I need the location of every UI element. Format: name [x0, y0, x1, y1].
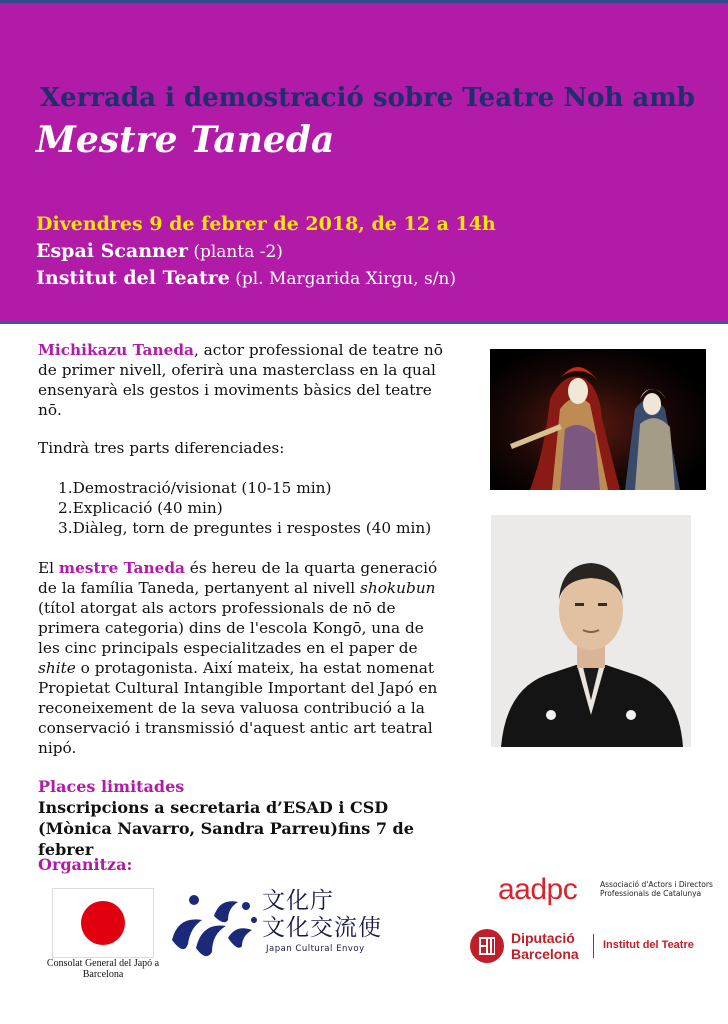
event-date: Divendres 9 de febrer de 2018, de 12 a 14h: [36, 213, 496, 235]
event-venue-room: [36, 240, 283, 262]
bio-name: mestre Taneda: [58, 559, 185, 577]
japan-flag-logo: [52, 888, 154, 958]
envoy-kanji-line-1: 文化庁: [262, 888, 334, 914]
diputacio-line-1: Diputació: [511, 930, 575, 946]
bio-term-shite: shite: [38, 659, 76, 677]
diputacio-label: [511, 930, 579, 962]
performer-name: Michikazu Taneda: [38, 341, 194, 359]
header-divider: [0, 321, 728, 324]
diputacio-line-2: Barcelona: [511, 946, 579, 962]
aadpc-logo: aadpc: [498, 873, 578, 906]
japan-cultural-envoy-logo: [168, 886, 260, 964]
places-limitades: Places limitades: [38, 777, 185, 796]
header-banner: [0, 3, 728, 321]
intro-paragraph: [38, 340, 448, 420]
list-item: 1.Demostració/visionat (10-15 min): [58, 479, 332, 497]
aadpc-description: Associació d'Actors i Directors Professionals de Catalunya: [600, 880, 713, 898]
venue-building-name: Institut del Teatre: [36, 267, 230, 289]
event-subtitle: Xerrada i demostració sobre Teatre Noh amb: [40, 83, 695, 113]
taneda-portrait-photo: [491, 515, 691, 747]
envoy-kanji: [262, 888, 382, 942]
intro-text: , actor professional de teatre nō de primer nivell, oferirà una masterclass en la qual ensenyarà els gestos i moviments bàsics del teatre nō.: [38, 341, 443, 419]
venue-room-name: Espai Scanner: [36, 240, 188, 262]
envoy-kanji-line-2: 文化交流使: [262, 915, 382, 941]
bio-text: El: [38, 559, 59, 577]
inscriptions-info: Inscripcions a secretaria d’ESAD i CSD (Mònica Navarro, Sandra Parreu)fins 7 de febrer: [38, 798, 414, 859]
event-title: Mestre Taneda: [36, 119, 335, 161]
bio-text: és hereu de la quarta generació de la família Taneda, pertanyent al nivell: [38, 559, 438, 597]
institut-del-teatre-label: Institut del Teatre: [603, 939, 694, 951]
bio-text: (títol atorgat als actors professionals de nō de primera categoria) dins de l'escola Kongō, una de les cinc principals especialitzades en el paper de: [38, 599, 424, 657]
envoy-english-label: Japan Cultural Envoy: [266, 944, 365, 954]
consulate-label: Consolat General del Japó a Barcelona: [46, 958, 160, 980]
parts-list: [58, 478, 468, 538]
bio-paragraph: [38, 558, 448, 758]
list-item: 3.Diàleg, torn de preguntes i respostes (40 min): [58, 519, 432, 537]
venue-building-address: (pl. Margarida Xirgu, s/n): [229, 269, 456, 289]
venue-room-detail: (planta -2): [187, 242, 283, 262]
organizers-heading: Organitza:: [38, 855, 133, 874]
bio-term-shokubun: shokubun: [360, 579, 436, 597]
rising-sun-icon: [53, 889, 153, 957]
logo-divider: [593, 934, 594, 958]
event-venue-building: [36, 267, 456, 289]
bio-text: o protagonista. Així mateix, ha estat nomenat Propietat Cultural Intangible Important del Japó en reconeixement de la seva valuosa contribució a la conservació i transmissió d'aquest antic art teatral nipó.: [38, 659, 438, 757]
parts-intro: Tindrà tres parts diferenciades:: [38, 439, 285, 457]
list-item: 2.Explicació (40 min): [58, 499, 223, 517]
diputacio-shield-icon: [469, 928, 505, 964]
noh-performance-photo: [490, 349, 706, 490]
